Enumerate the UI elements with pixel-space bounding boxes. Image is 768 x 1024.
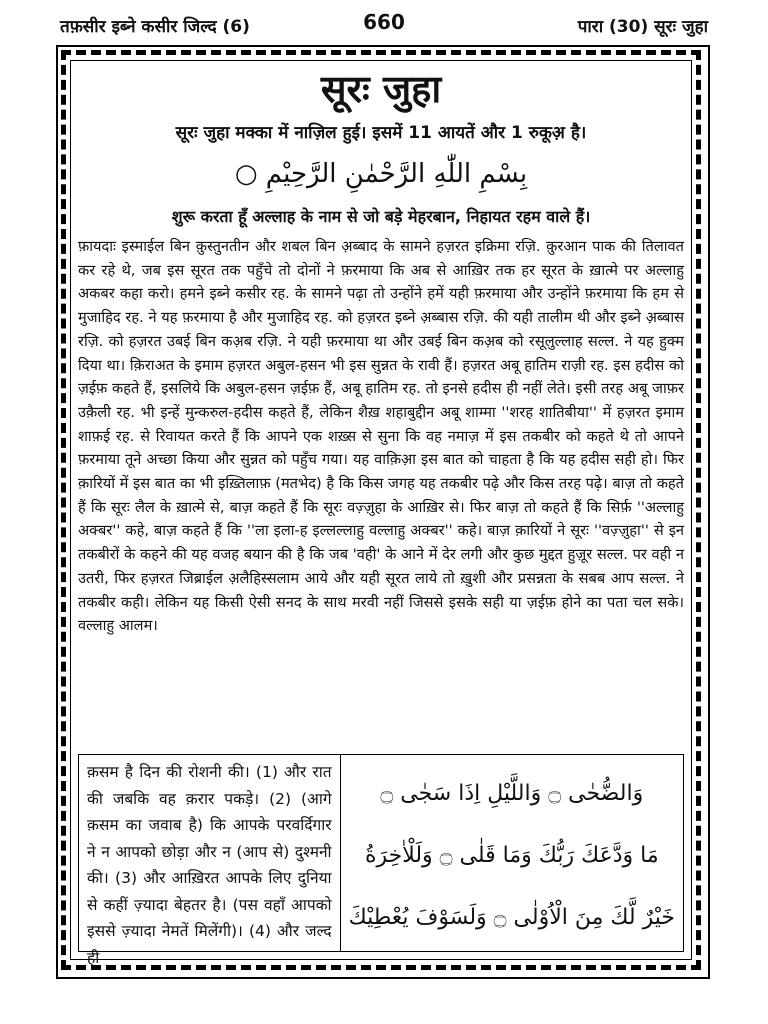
verses-translation: क़सम है दिन की रोशनी की। (1) और रात की जबकि वह क़रार पकड़े। (2) (आगे क़सम का जवाब है) कि आपके परवर्दिगार ने न आपको छोड़ा और न (आप से) दुश्मनी की। (3) और आख़िरत आपके लिए दुनिया से कहीं ज़्यादा बेहतर है। (पस वहाँ आपको इससे ज़्यादा नेमतें मिलेंगी)। (4) और जल्द ही: [79, 755, 341, 951]
verses-arabic: [341, 755, 683, 951]
surah-title: सूरः जुहा: [320, 67, 442, 111]
arabic-verse-line: مَا وَدَّعَكَ رَبُّكَ وَمَا قَلٰى ۝ وَلَلْاٰخِرَةُ: [364, 843, 659, 868]
bismillah-translation: शुरू करता हूँ अल्लाह के नाम से जो बड़े मेहरबान, निहायत रहम वाले हैं।: [171, 207, 591, 226]
verses-box: [78, 754, 684, 967]
commentary-paragraph: फ़ायदाः इस्माईल बिन क़ुस्तुनतीन और शबल बिन अ़ब्बाद के सामने हज़रत इक्रिमा रज़ि. क़ुरआन पाक की तिलावत कर रहे थे, जब इस सूरत तक पहुँचे तो दोनों ने फ़रमाया कि अब से आख़िर तक हर सूरत के ख़ात्मे पर अल्लाहु अकबर कहा करो। हमने इब्ने कसीर रह. के सामने पढ़ा तो उन्होंने हमें यही फ़रमाया और उन्होंने फ़रमाया कि हम से मुजाहिद रह. ने यह फ़रमाया है और मुजाहिद रह. को हज़रत इब्ने अ़ब्बास रज़ि. की यही तालीम थी और इब्ने अ़ब्बास रज़ि. को हज़रत उबई बिन कअ़ब रज़ि. ने यही फ़रमाया था और उबई बिन कअ़ब को रसूलुल्लाह सल्ल. ने यह हुक्म दिया था। क़िराअत के इमाम हज़रत अबुल-हसन भी इस सुन्नत के रावी हैं। हज़रत अबू हातिम राज़ी रह. इस हदीस को ज़ईफ़ कहते हैं, इसलिये कि अबुल-हसन ज़ईफ़ हैं, अबू हातिम रह. तो इनसे हदीस ही नहीं लेते। इसी तरह अबू जाफ़र उक़ैली रह. भी इन्हें मुन्करुल-हदीस कहते हैं, लेकिन शैख़ शहाबुद्दीन अबू शाम्मा ''शरह शातिबीया'' में हज़रत इमाम शाफ़ई रह. से रिवायत करते हैं कि आपने एक शख़्स से सुना कि वह नमाज़ में इस तकबीर को कहते थे तो आपने फ़रमाया तूने अच्छा किया और सुन्नत को पहुँच गया। यह वाक़िआ़ इस बात को चाहता है कि यह हदीस सही हो। फिर क़ारियों में इस बात का भी इख़्तिलाफ़ (मतभेद) है कि किस जगह यह तकबीर पढ़े और किस तरह पढ़े। बाज़ तो कहते हैं कि सूरः लैल के ख़ात्मे से, बाज़ कहते हैं कि सूरः वज़्ज़ुहा के आख़िर से। फिर बाज़ तो कहते हैं कि सिर्फ़ ''अल्लाहु अक्बर'' कहे, बाज़ कहते हैं कि ''ला इला-ह इल्लल्लाहु वल्लाहु अक्बर'' कहे। बाज़ क़ारियों ने सूरः ''वज़्ज़ुहा'' से इन तकबीरों के कहने की यह वजह बयान की है कि जब 'वही' के आने में देर लगी और कुछ मुद्दत हुज़ूर सल्ल. पर वही न उतरी, फिर हज़रत जिब्राईल अ़लैहिस्सलाम आये और यही सूरत लाये तो ख़ुशी और प्रसन्नता के सबब आप सल्ल. ने तकबीर कही। लेकिन यह किसी ऐसी सनद के साथ मरवी नहीं जिससे इसके सही या ज़ईफ़ होने का पता चल सके। वल्लाहु आलम।: [78, 238, 684, 635]
running-header-right: पारा (30) सूरः जुहा: [577, 17, 708, 37]
page-content: [78, 62, 684, 638]
arabic-verse-line: وَالضُّحٰى ۝ وَاللَّيْلِ اِذَا سَجٰى ۝: [380, 781, 644, 806]
running-header-left: तफ़सीर इब्ने कसीर जिल्द (6): [60, 17, 250, 37]
surah-subtitle: सूरः जुहा मक्का में नाज़िल हुई। इसमें 11 आयतें और 1 रुकूअ़ है।: [175, 123, 587, 143]
bismillah-arabic: بِسْمِ اللّٰهِ الرَّحْمٰنِ الرَّحِيْمِ ○: [234, 159, 528, 189]
arabic-verse-line: خَيْرٌ لَّكَ مِنَ الْاُوْلٰى ۝ وَلَسَوْفَ يُعْطِيْكَ: [348, 905, 675, 930]
page-number: 660: [363, 10, 405, 34]
